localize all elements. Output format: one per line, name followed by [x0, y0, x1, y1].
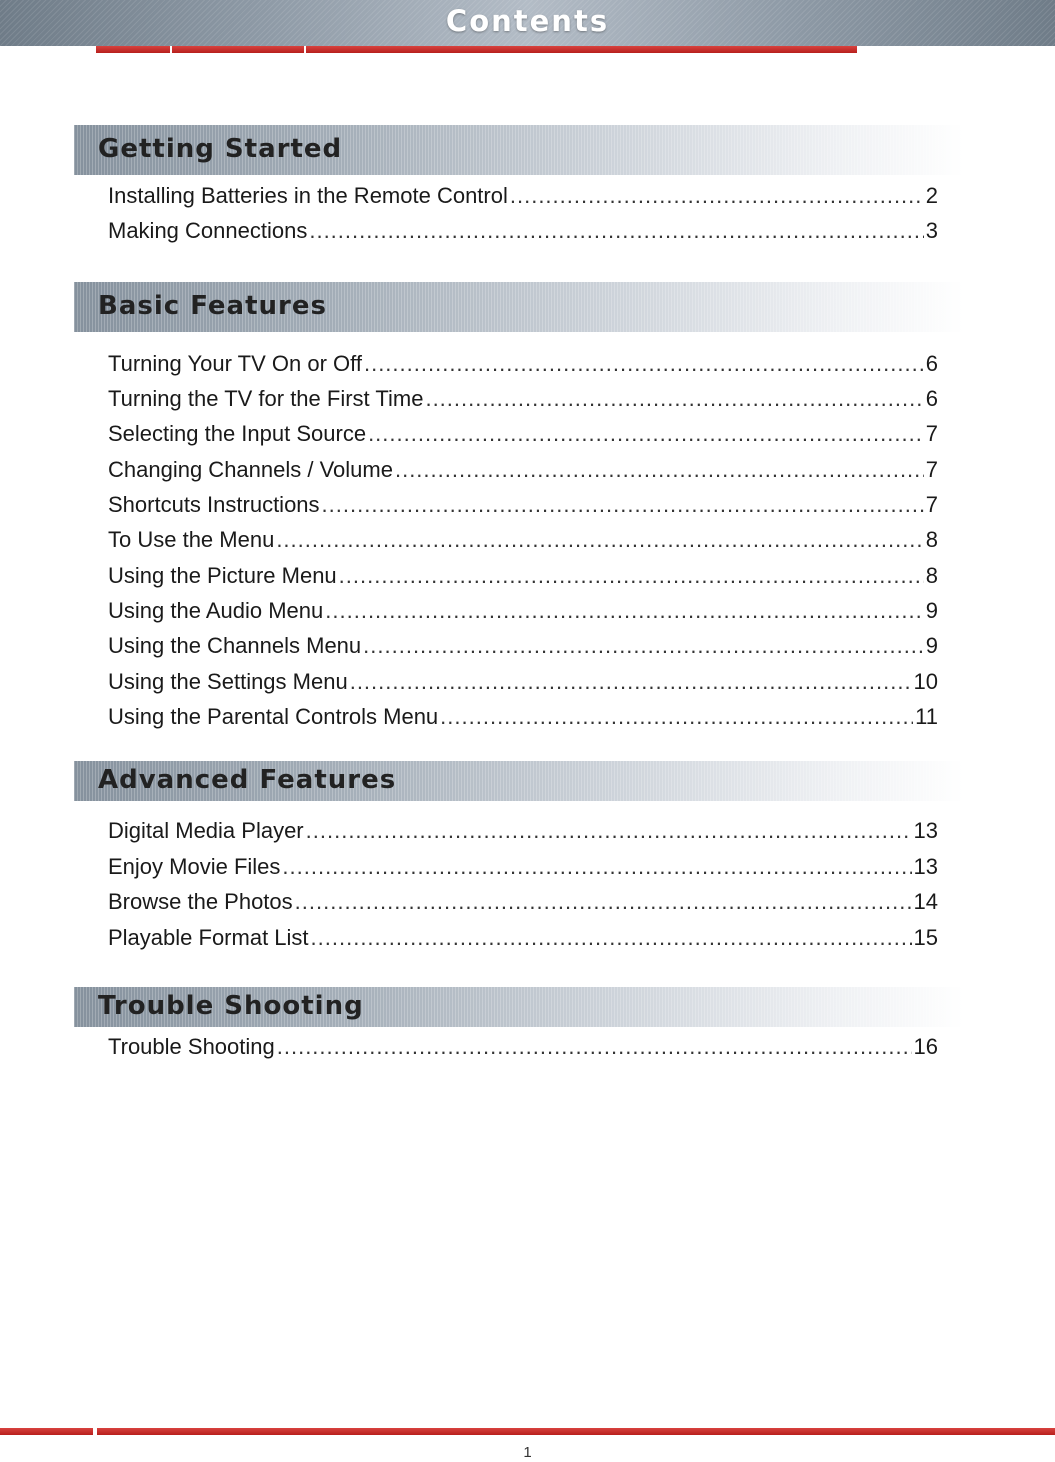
toc-entry-page: 2 [925, 183, 938, 208]
header-red-bar-mid [172, 46, 304, 53]
toc-entry-page: 14 [913, 889, 938, 914]
toc-entry-page: 8 [925, 563, 938, 588]
dot-leader [282, 853, 911, 881]
dot-leader [395, 456, 924, 484]
dot-leader [311, 924, 912, 952]
dot-leader [295, 888, 912, 916]
toc-entry[interactable] [108, 383, 938, 413]
toc-entry-page: 3 [925, 218, 938, 243]
section-header-advanced-features [74, 761, 964, 801]
dot-leader [277, 1033, 912, 1061]
toc-entry-page: 11 [915, 704, 938, 729]
toc-entry-label: Shortcuts Instructions [108, 492, 320, 517]
toc-entry[interactable] [108, 524, 938, 554]
toc-entry[interactable] [108, 595, 938, 625]
dot-leader [440, 703, 913, 731]
toc-entry-page: 13 [913, 854, 938, 879]
dot-leader [510, 182, 924, 210]
toc-entry[interactable] [108, 348, 938, 378]
section-header-basic-features [74, 282, 964, 332]
dot-leader [276, 526, 923, 554]
toc-entry[interactable] [108, 454, 938, 484]
toc-entry-label: Enjoy Movie Files [108, 854, 281, 879]
page-title: Contents [445, 4, 610, 38]
dot-leader [368, 420, 924, 448]
toc-entry[interactable] [108, 1031, 938, 1061]
toc-entry[interactable] [108, 560, 938, 590]
toc-entry[interactable] [108, 180, 938, 210]
dot-leader [306, 817, 912, 845]
toc-entry[interactable] [108, 418, 938, 448]
toc-entry-page: 15 [913, 925, 938, 950]
section-title: Basic Features [98, 291, 327, 321]
toc-entry[interactable] [108, 630, 938, 660]
dot-leader [339, 562, 924, 590]
toc-entry-label: To Use the Menu [108, 527, 275, 552]
toc-entry[interactable] [108, 215, 938, 245]
header-banner [0, 0, 1055, 46]
dot-leader [350, 668, 912, 696]
section-header-getting-started [74, 125, 964, 175]
footer-red-bar-left [0, 1428, 93, 1435]
toc-entry-label: Browse the Photos [108, 889, 293, 914]
toc-entry-label: Using the Channels Menu [108, 633, 362, 658]
toc-entry-page: 7 [925, 457, 938, 482]
header-red-bar-left [96, 46, 170, 53]
toc-entry-page: 6 [925, 386, 938, 411]
toc-entry[interactable] [108, 886, 938, 916]
dot-leader [364, 350, 924, 378]
page-number: 1 [523, 1444, 532, 1461]
dot-leader [322, 491, 924, 519]
toc-entry-label: Using the Picture Menu [108, 563, 337, 588]
toc-entry-label: Making Connections [108, 218, 308, 243]
toc-entry-page: 7 [925, 421, 938, 446]
toc-entry-label: Selecting the Input Source [108, 421, 367, 446]
section-title: Getting Started [98, 134, 343, 164]
toc-entry-label: Playable Format List [108, 925, 309, 950]
footer-red-bar-main [97, 1428, 1055, 1435]
section-title: Advanced Features [98, 765, 397, 795]
toc-entry-label: Turning the TV for the First Time [108, 386, 424, 411]
section-header-trouble-shooting [74, 987, 964, 1027]
toc-entry[interactable] [108, 922, 938, 952]
section-title: Trouble Shooting [98, 991, 364, 1021]
toc-entry[interactable] [108, 666, 938, 696]
toc-entry-page: 13 [913, 818, 938, 843]
toc-entry-label: Using the Audio Menu [108, 598, 324, 623]
toc-entry-page: 10 [913, 669, 938, 694]
toc-entry[interactable] [108, 701, 938, 731]
toc-entry[interactable] [108, 851, 938, 881]
dot-leader [309, 217, 923, 245]
toc-entry-label: Installing Batteries in the Remote Control [108, 183, 508, 208]
toc-entry[interactable] [108, 815, 938, 845]
dot-leader [425, 385, 923, 413]
toc-entry-page: 16 [913, 1034, 938, 1059]
toc-entry-label: Turning Your TV On or Off [108, 351, 362, 376]
toc-entry-page: 8 [925, 527, 938, 552]
toc-entry-page: 6 [925, 351, 938, 376]
toc-entry-label: Using the Parental Controls Menu [108, 704, 439, 729]
dot-leader [363, 632, 924, 660]
toc-entry-page: 9 [925, 633, 938, 658]
toc-entry-label: Digital Media Player [108, 818, 304, 843]
dot-leader [325, 597, 923, 625]
toc-entry[interactable] [108, 489, 938, 519]
toc-entry-page: 9 [925, 598, 938, 623]
toc-entry-label: Changing Channels / Volume [108, 457, 393, 482]
toc-entry-label: Using the Settings Menu [108, 669, 348, 694]
toc-entry-label: Trouble Shooting [108, 1034, 275, 1059]
toc-entry-page: 7 [925, 492, 938, 517]
header-red-bar-main [306, 46, 857, 53]
